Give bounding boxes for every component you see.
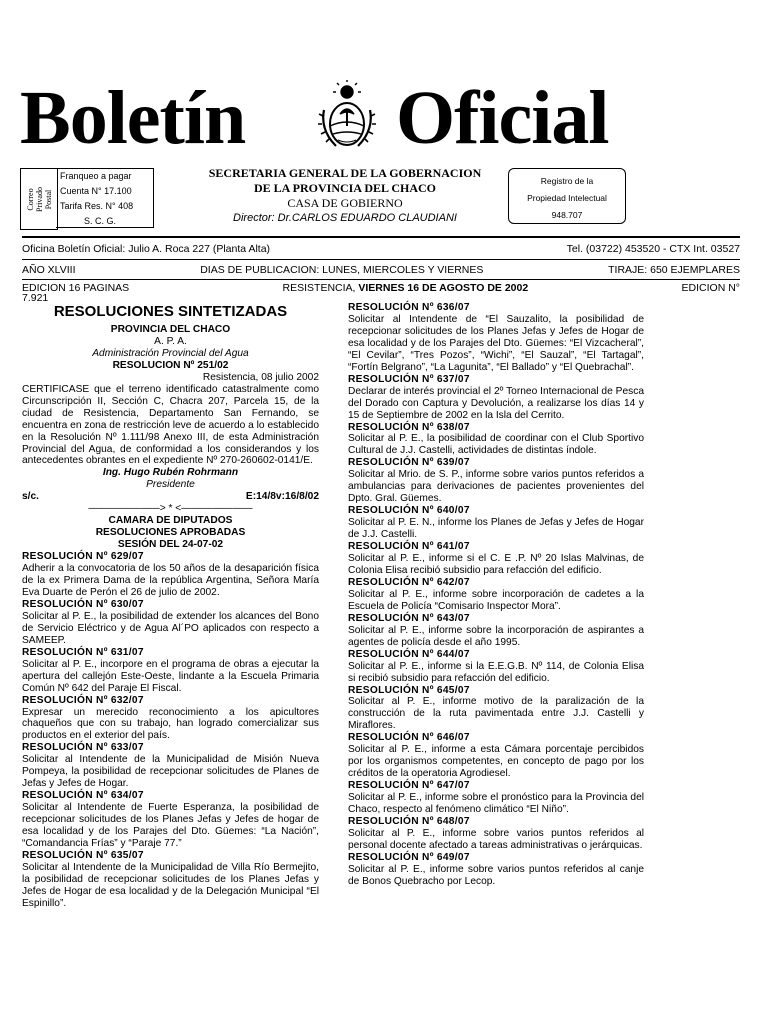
days-label: DIAS DE PUBLICACION: LUNES, MIERCOLES Y VIERNES (200, 264, 484, 276)
right-column (348, 302, 644, 888)
prov-heading: PROVINCIA DEL CHACO (110, 324, 231, 335)
publication-row (22, 263, 740, 277)
divider-3 (22, 279, 740, 280)
resolution-text: Solicitar al P. E. N., informe los Planes de Jefas y Jefes de Hogar de J.J. Castelli. (348, 517, 644, 541)
resolution-text: Solicitar al P. E., incorpore en el programa de obras a ejecutar la apertura del callejón Este-Oeste, lindante a la Escuela Primaria Común Nº 642 del Paraje El Fiscal. (22, 658, 319, 694)
resolution-text: Solicitar al P. E., informe si el C. E .P. Nº 20 Islas Malvinas, de Colonia Elisa recibió subsidio para refacción del edificio. (348, 553, 644, 576)
camara-heading: CAMARA DE DIPUTADOS (108, 515, 233, 527)
resolution-text: Solicitar al P. E., la posibilidad de extender los alcances del Bono de Servicio Eléctrico y de Agua Al´PO aplicados con respecto a SAMEEP. (22, 610, 319, 646)
postal-box (56, 168, 154, 228)
resolution-heading: RESOLUCIÓN Nº 640/07 (348, 505, 470, 517)
resolution-text: Solicitar al P. E., informe si la E.E.G.B. Nº 114, de Colonia Elisa si recibió subsidio para refacción del edificio. (348, 660, 644, 684)
postal-line-1: Franqueo a pagar (60, 171, 132, 181)
resolution-text: Solicitar al P. E., informe sobre incorporación de cadetes a la Escuela de Policía “Comisario Inspector Mora”. (348, 588, 644, 612)
resolution-251-date: Resistencia, 08 julio 2002 (202, 371, 319, 383)
resolution-heading: RESOLUCIÓN Nº 641/07 (348, 541, 470, 553)
resolution-heading: RESOLUCIÓN Nº 632/07 (22, 694, 144, 706)
edition-row (22, 281, 740, 295)
resolution-heading: RESOLUCIÓN Nº 636/07 (348, 302, 470, 313)
resolution-heading: RESOLUCIÓN Nº 642/07 (348, 576, 470, 588)
right-resolutions (348, 302, 644, 888)
resolution-text: Solicitar al Mrio. de S. P., informe sobre varios puntos referidos a ambulancias para derivaciones de pacientes provenientes del Dpto. Gral. Güemes. (348, 469, 644, 505)
edict-row (22, 491, 319, 503)
edition-number: 7.921 (22, 292, 49, 304)
secretaria-block (180, 166, 510, 226)
section-title: RESOLUCIONES SINTETIZADAS (53, 303, 288, 320)
resolution-text: Expresar un merecido reconocimiento a los apicultores chaqueños que con su trabajo, han logrado comercializar sus productos en el exterior del país. (22, 706, 319, 742)
year-label: AÑO XLVIII (22, 264, 76, 276)
agency-heading: Administración Provincial del Agua (92, 347, 249, 359)
postal-vertical-label (20, 168, 58, 230)
resolution-heading: RESOLUCIÓN Nº 638/07 (348, 421, 470, 433)
resolution-heading: RESOLUCIÓN Nº 645/07 (348, 684, 470, 696)
tiraje-label: TIRAJE: 650 EJEMPLARES (608, 264, 740, 276)
resolution-heading: RESOLUCIÓN Nº 644/07 (348, 648, 470, 660)
resolution-heading: RESOLUCIÓN Nº 647/07 (348, 780, 470, 792)
resolution-heading: RESOLUCIÓN Nº 649/07 (348, 851, 470, 863)
date-line (283, 281, 529, 295)
divider-1 (22, 236, 740, 238)
sesion-heading: SESIÓN DEL 24-07-02 (117, 539, 224, 551)
office-tel: Tel. (03722) 453520 - CTX Int. 03527 (566, 243, 740, 255)
masthead (20, 78, 760, 158)
apa-heading: A. P. A. (154, 335, 187, 347)
registro-line-1: Registro de la (540, 176, 594, 186)
secretaria-line-1: SECRETARIA GENERAL DE LA GOBERNACION (208, 166, 482, 180)
masthead-word-boletin: Boletín (20, 76, 246, 160)
resolution-heading: RESOLUCIÓN Nº 635/07 (22, 849, 144, 861)
resolution-heading: RESOLUCIÓN Nº 631/07 (22, 646, 144, 658)
resolution-heading: RESOLUCIÓN Nº 648/07 (348, 815, 470, 827)
place-label: RESISTENCIA, (282, 282, 359, 294)
pages-label: EDICION 16 PAGINAS (22, 282, 130, 294)
resolution-heading: RESOLUCIÓN Nº 629/07 (22, 551, 144, 563)
resolution-heading: RESOLUCIÓN Nº 637/07 (348, 373, 470, 385)
resolution-text: Solicitar al P. E., informe sobre la incorporación de aspirantes a agentes de policía desde el año 1995. (348, 624, 644, 648)
resolution-text: Solicitar al P. E., informe sobre varios puntos referidos al personal docente afectado a tareas administrativas o jerárquicas. (348, 827, 644, 851)
postal-vertical-text: Correo Privado Postal (25, 186, 53, 212)
separator: ———————> * <——————— (88, 503, 253, 515)
resolution-text: Solicitar al Intendente de la Municipalidad de Misión Nueva Pompeya, la posibilidad de recepcionar solicitudes de Planes de Jefas y Jefes de Hogar. (22, 754, 319, 790)
resolution-text: Solicitar al P. E., la posibilidad de coordinar con el Club Sportivo Cultural de J.J. Castelli, actividades de distintas índole. (348, 433, 644, 457)
resolution-heading: RESOLUCIÓN Nº 643/07 (348, 612, 470, 624)
resolution-text: Solicitar al P. E., informe sobre el pronóstico para la Provincia del Chaco, respecto al fenómeno climático “El Niño”. (348, 792, 644, 816)
divider-2 (22, 259, 740, 260)
signer-role: Presidente (146, 479, 195, 491)
resolution-text: Solicitar al Intendente de la Municipalidad de Villa Río Bermejito, la posibilidad de recepcionar solicitudes de los Planes Jefas y Jefes de Hogar de esa localidad y de la Delegación Municipal “El Espinillo”. (22, 861, 319, 909)
resolution-text: Adherir a la convocatoria de los 50 años de la desaparición física de la ex Primera Dama de la república Argentina, Señora María Eva Duarte de Perón el 26 de julio de 2002. (22, 563, 319, 598)
resolution-text: Declarar de interés provincial el 2º Torneo Internacional de Pesca del Dorado con Captura y Devolución, a realizarse los días 14 y 15 de Septiembre de 2002 en la Isla del Cerrito. (348, 385, 644, 421)
resolution-heading: RESOLUCIÓN Nº 630/07 (22, 598, 144, 610)
provincial-seal-icon (316, 80, 378, 154)
registro-line-3: 948.707 (551, 210, 583, 220)
resolution-text: Solicitar al P. E., informe sobre varios puntos referidos al canje de Bonos Quebracho por Lecop. (348, 863, 644, 887)
director-line: Director: Dr.CARLOS EDUARDO CLAUDIANI (233, 212, 457, 224)
office-address: Oficina Boletín Oficial: Julio A. Roca 227 (Planta Alta) (22, 243, 271, 255)
date-label: VIERNES 16 DE AGOSTO DE 2002 (358, 282, 529, 294)
edict-code: E:14/8v:16/8/02 (245, 491, 319, 503)
office-row (22, 242, 740, 256)
aprobadas-heading: RESOLUCIONES APROBADAS (95, 527, 246, 539)
signer-name: Ing. Hugo Rubén Rohrmann (102, 467, 239, 479)
resolution-251-body: CERTIFICASE que el terreno identificado catastralmente como Circunscripción II, Sección C, Chacra 207, Parcela 15, de la ciudad de Resistencia, Departamento San Fernando, se encuentra en zona de restricción leve de acuerdo a lo establecido en la Resolución Nº 1.111/98 Anexo III, de esta Administración Provincial del Agua, de conformidad a los considerandos y los antecedentes obrantes en el expediente Nº 270-260602-0141/E. (22, 383, 319, 467)
registro-box (508, 168, 626, 224)
resolution-text: Solicitar al P. E., informe a esta Cámara porcentaje percibidos por los organismos competentes, en concepto de pago por los créditos de la operatoria Agrodiesel. (348, 744, 644, 780)
secretaria-line-2: DE LA PROVINCIA DEL CHACO (253, 181, 437, 195)
resolution-251: RESOLUCION Nº 251/02 (112, 359, 229, 371)
edition-label: EDICION N° (681, 282, 740, 294)
masthead-word-oficial: Oficial (396, 76, 609, 160)
resolution-heading: RESOLUCIÓN Nº 646/07 (348, 732, 470, 744)
resolution-text: Solicitar al Intendente de “El Sauzalito, la posibilidad de recepcionar solicitudes de los Planes Jefas y Jefes de Hogar de esa localidad y de los Parajes del Dto. Güemes: “El Vizcacheral”, “El Cevilar”, “Tres Pozos”, “Wichi”, “El Sauzal”, “El Tartagal”, “Fortín Belgrano”, “La Lagunita”, “El Ballado” y “El Quebrachal”. (348, 313, 644, 373)
left-resolutions (22, 551, 319, 910)
registro-line-2: Propiedad Intelectual (527, 193, 607, 203)
resolution-heading: RESOLUCIÓN Nº 634/07 (22, 790, 144, 802)
resolution-text: Solicitar al Intendente de Fuerte Esperanza, la posibilidad de recepcionar solicitudes de los Planes Jefas y Jefes de hogar de esa localidad y de los Parajes del Dto. Güemes: “La Nación”, “Comandancia Frías” y “Paraje 77.” (22, 802, 319, 849)
postal-line-2: Cuenta N° 17.100 (60, 186, 132, 196)
postal-line-4: S. C. G. (84, 216, 117, 226)
postal-line-3: Tarifa Res. N° 408 (60, 201, 134, 211)
secretaria-line-3: CASA DE GOBIERNO (287, 196, 403, 210)
resolution-heading: RESOLUCIÓN Nº 633/07 (22, 742, 144, 754)
resolution-heading: RESOLUCIÓN Nº 639/07 (348, 457, 470, 469)
resolution-text: Solicitar al P. E., informe motivo de la paralización de la construcción de la ruta pavimentada entre J.J. Castelli y Miraflores. (348, 696, 644, 732)
sc-label: s/c. (22, 491, 39, 503)
left-column (22, 302, 319, 910)
